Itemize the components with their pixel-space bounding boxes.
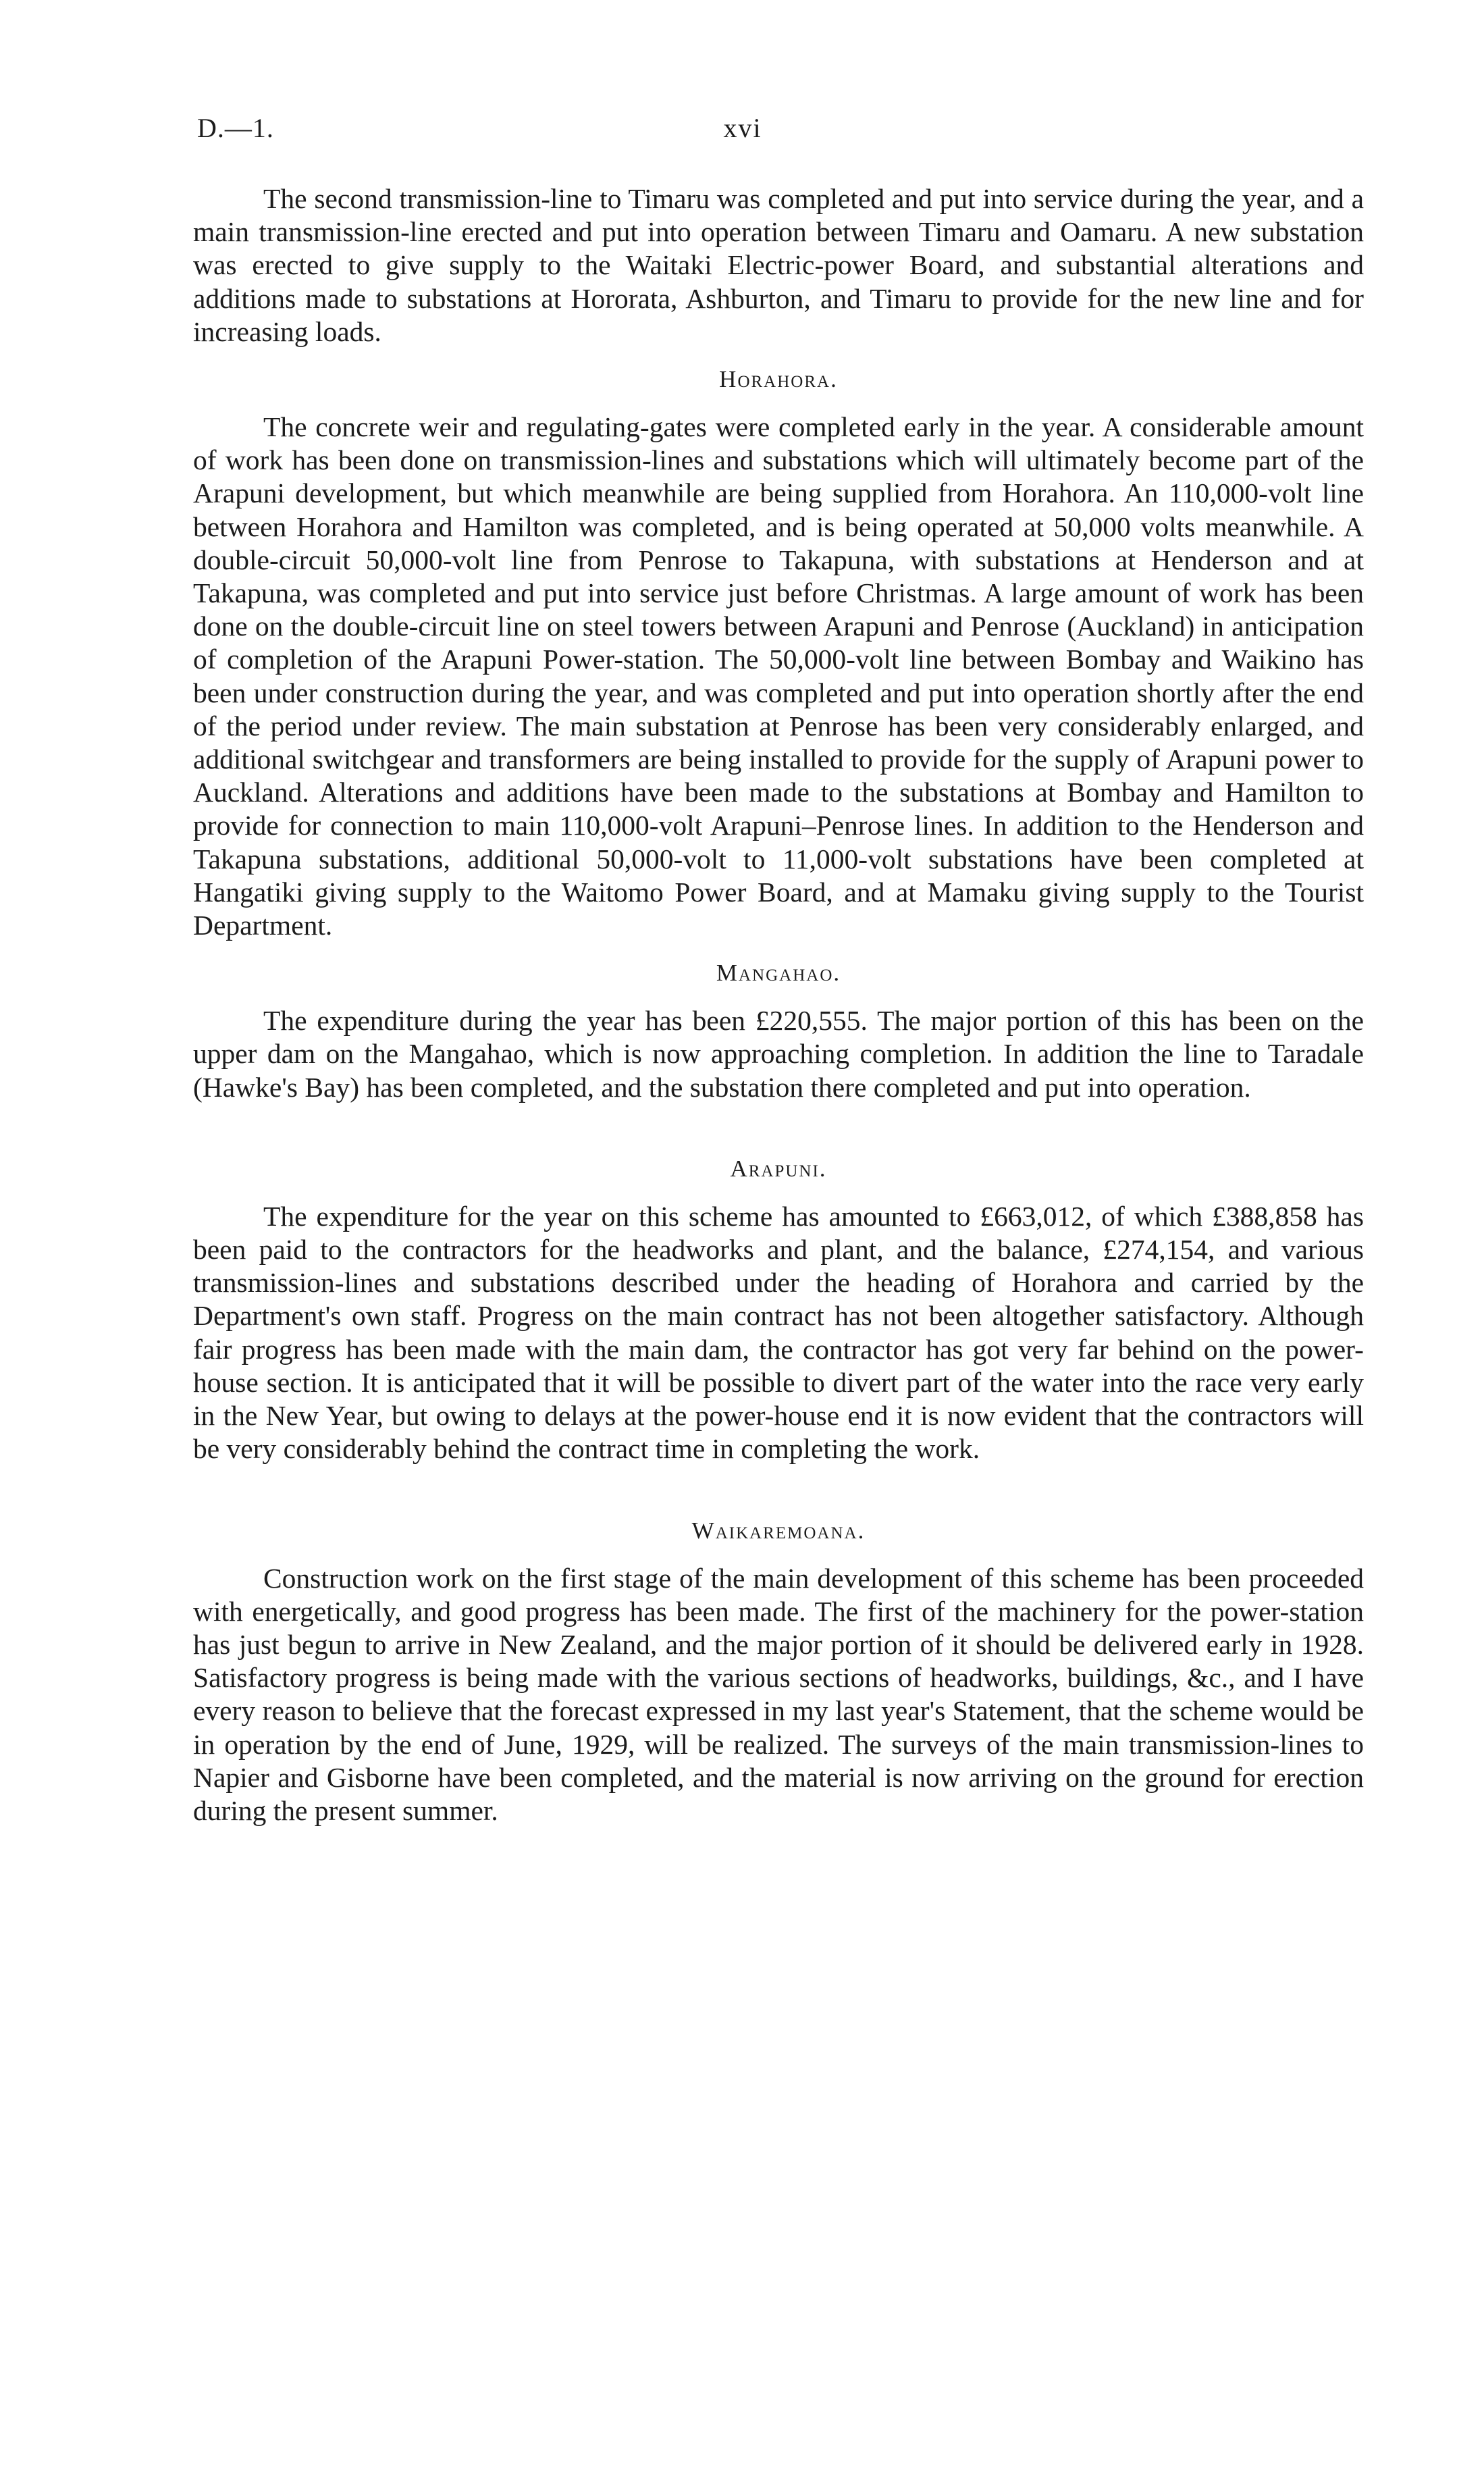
intro-paragraph: The second transmission-line to Timaru was completed and put into service during the year, and a main transmission-line erected and put into operation between Timaru and Oamaru. A new substation was erected to give supply to the Waitaki Electric-power Board, and substantial alterations and additions made to substations at Hororata, Ashburton, and Timaru to provide for the new line and for increasing loads. <box>193 183 1364 347</box>
section-paragraph-mangahao: The expenditure during the year has been £220,555. The major portion of this has been on the upper dam on the Mangahao, which is now approaching completion. In addition the line to Taradale (Hawke's Bay) has been completed, and the substation there completed and put into operation. <box>193 1005 1364 1103</box>
section-heading-horahora: Horahora. <box>719 366 838 393</box>
section-heading-mangahao: Mangahao. <box>716 960 841 987</box>
document-body <box>193 182 1364 1827</box>
section-paragraph-arapuni: The expenditure for the year on this scheme has amounted to £663,012, of which £388,858 has been paid to the contractors for the headworks and plant, and the balance, £274,154, and various transmission-lines and substations described under the heading of Horahora and carried by the Department's own staff. Progress on the main contract has not been altogether satisfactory. Although fair progress has been made with the main dam, the contractor has got very far behind on the power-house section. It is anticipated that it will be possible to divert part of the water into the race very early in the New Year, but owing to delays at the power-house end it is now evident that the contractors will be very considerably behind the contract time in completing the work. <box>193 1200 1364 1465</box>
section-paragraph-horahora: The concrete weir and regulating-gates were completed early in the year. A considerable amount of work has been done on transmission-lines and substations which will ultimately become part of the Arapuni development, but which meanwhile are being supplied from Horahora. An 110,000-volt line between Horahora and Hamilton was completed, and is being operated at 50,000 volts meanwhile. A double-circuit 50,000-volt line from Penrose to Takapuna, with substations at Henderson and at Takapuna, was completed and put into service just before Christmas. A large amount of work has been done on the double-circuit line on steel towers between Arapuni and Penrose (Auckland) in anticipation of completion of the Arapuni Power-station. The 50,000-volt line between Bombay and Waikino has been under construction during the year, and was completed and put into operation shortly after the end of the period under review. The main substation at Penrose has been very considerably enlarged, and additional switchgear and transformers are being installed to provide for the supply of Arapuni power to Auckland. Alterations and additions have been made to the substations at Bombay and Hamilton to provide for connection to main 110,000-volt Arapuni–Penrose lines. In addition to the Henderson and Takapuna substations, additional 50,000-volt to 11,000-volt substations have been completed at Hangatiki giving supply to the Waitomo Power Board, and at Mamaku giving supply to the Tourist Department. <box>193 411 1364 941</box>
page-number: xvi <box>723 113 762 143</box>
document-reference: D.—1. <box>197 113 274 143</box>
section-heading-arapuni: Arapuni. <box>730 1155 827 1182</box>
section-heading-waikaremoana: Waikaremoana. <box>691 1517 866 1544</box>
section-paragraph-waikaremoana: Construction work on the first stage of the main development of this scheme has been proceeded with energetically, and good progress has been made. The first of the machinery for the power-station has just begun to arrive in New Zealand, and the major portion of it should be delivered early in 1928. Satisfactory progress is being made with the various sections of headworks, buildings, &c., and I have every reason to believe that the forecast expressed in my last year's Statement, that the scheme would be in operation by the end of June, 1929, will be realized. The surveys of the main transmission-lines to Napier and Gisborne have been completed, and the material is now arriving on the ground for erection during the present summer. <box>193 1562 1364 1826</box>
